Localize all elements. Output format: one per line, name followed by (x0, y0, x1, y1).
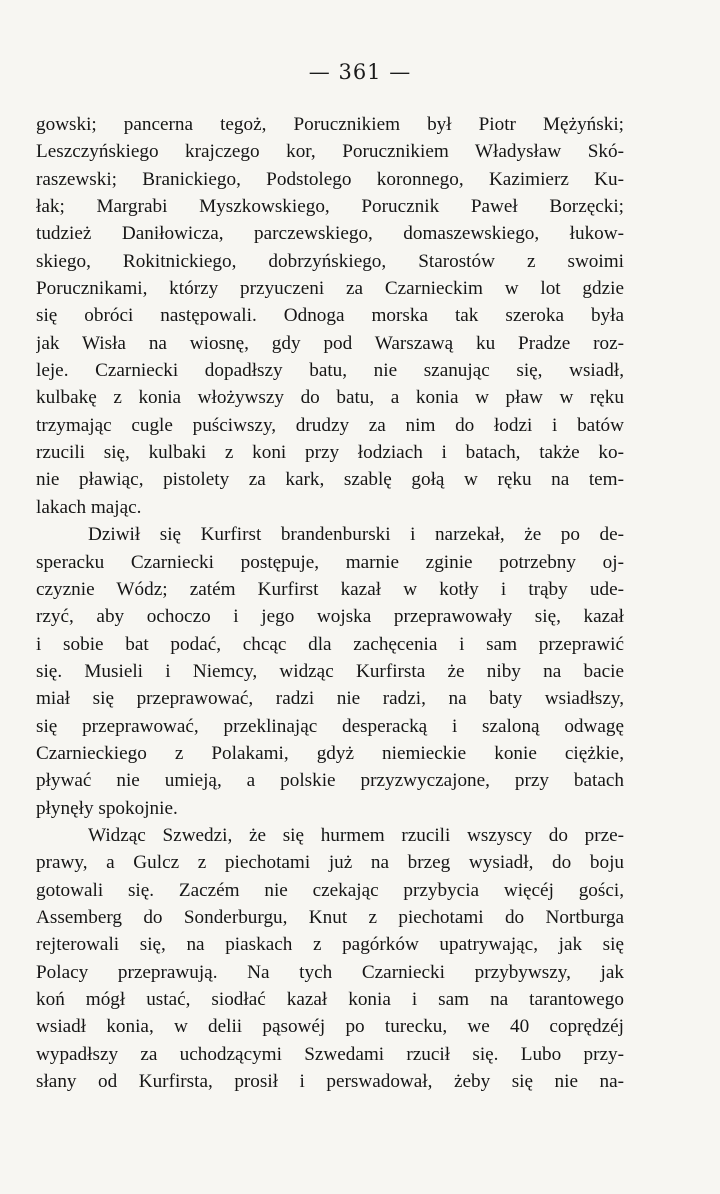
text-line: wsiadł konia, w delii pąsowéj po turecku, we 40 coprędzéj (36, 1016, 624, 1038)
text-line: rejterowali się, na piaskach z pagórków upatrywając, jak się (36, 934, 624, 956)
text-line: lakach mając. (36, 496, 142, 518)
text-line: leje. Czarniecki dopadłszy batu, nie szanując się, wsiadł, (36, 360, 624, 382)
text-line: raszewski; Branickiego, Podstolego koronnego, Kazimierz Ku- (36, 168, 624, 190)
text-line: się obróci następowali. Odnoga morska tak szeroka była (36, 305, 624, 327)
text-line: gowski; pancerna tegoż, Porucznikiem był Piotr Mężyński; (36, 114, 624, 135)
text-line: wypadłszy za uchodzącymi Szwedami rzucił się. Lubo przy- (36, 1043, 624, 1065)
text-line: Polacy przeprawują. Na tych Czarniecki przybywszy, jak (36, 961, 624, 983)
text-line: trzymając cugle puściwszy, drudzy za nim do łodzi i batów (36, 414, 624, 436)
text-line: czyznie Wódz; zatém Kurfirst kazał w kotły i trąby ude- (36, 578, 624, 600)
text-line: miał się przeprawować, radzi nie radzi, na baty wsiadłszy, (36, 688, 624, 710)
text-line: skiego, Rokitnickiego, dobrzyńskiego, Starostów z swoimi (36, 250, 624, 272)
text-line: rzyć, aby ochoczo i jego wojska przeprawowały się, kazał (36, 606, 624, 628)
text-line: gotowali się. Zaczém nie czekając przybycia więcéj gości, (36, 879, 624, 901)
text-line: Porucznikami, którzy przyuczeni za Czarnieckim w lot gdzie (36, 278, 624, 300)
text-line: rzucili się, kulbaki z koni przy łodziach i batach, także ko- (36, 442, 624, 464)
body-text (36, 111, 624, 1095)
page-number: — 361 — (308, 60, 412, 84)
text-line: płynęły spokojnie. (36, 797, 178, 819)
text-line: się. Musieli i Niemcy, widząc Kurfirsta że niby na bacie (36, 660, 624, 682)
text-line: Widząc Szwedzi, że się hurmem rzucili wszyscy do prze- (88, 824, 624, 846)
text-line: słany od Kurfirsta, prosił i perswadował, żeby się nie na- (36, 1071, 624, 1093)
text-line: Assemberg do Sonderburgu, Knut z piechotami do Nortburga (36, 906, 624, 928)
text-line: łak; Margrabi Myszkowskiego, Porucznik Paweł Borzęcki; (36, 196, 624, 218)
text-line: pływać nie umieją, a polskie przyzwyczajone, przy batach (36, 770, 624, 792)
text-line: się przeprawować, przeklinając desperacką i szaloną odwagę (36, 715, 624, 737)
text-line: prawy, a Gulcz z piechotami już na brzeg wysiadł, do boju (36, 852, 624, 874)
text-line: Dziwił się Kurfirst brandenburski i narzekał, że po de- (88, 524, 624, 546)
text-line: jak Wisła na wiosnę, gdy pod Warszawą ku Pradze roz- (36, 332, 624, 354)
text-line: speracku Czarniecki postępuje, marnie zginie potrzebny oj- (36, 551, 624, 573)
text-line: Czarnieckiego z Polakami, gdyż niemieckie konie ciężkie, (36, 742, 624, 764)
text-line: nie pławiąc, pistolety za kark, szablę gołą w ręku na tem- (36, 469, 624, 491)
text-line: i sobie bat podać, chcąc dla zachęcenia i sam przeprawić (36, 633, 624, 655)
text-line: koń mógł ustać, siodłać kazał konia i sam na tarantowego (36, 989, 624, 1010)
text-line: tudzież Daniłowicza, parczewskiego, domaszewskiego, łukow- (36, 223, 624, 245)
text-line: Leszczyńskiego krajczego kor, Porucznikiem Władysław Skó- (36, 141, 624, 163)
text-line: kulbakę z konia włożywszy do batu, a konia w pław w ręku (36, 387, 624, 409)
